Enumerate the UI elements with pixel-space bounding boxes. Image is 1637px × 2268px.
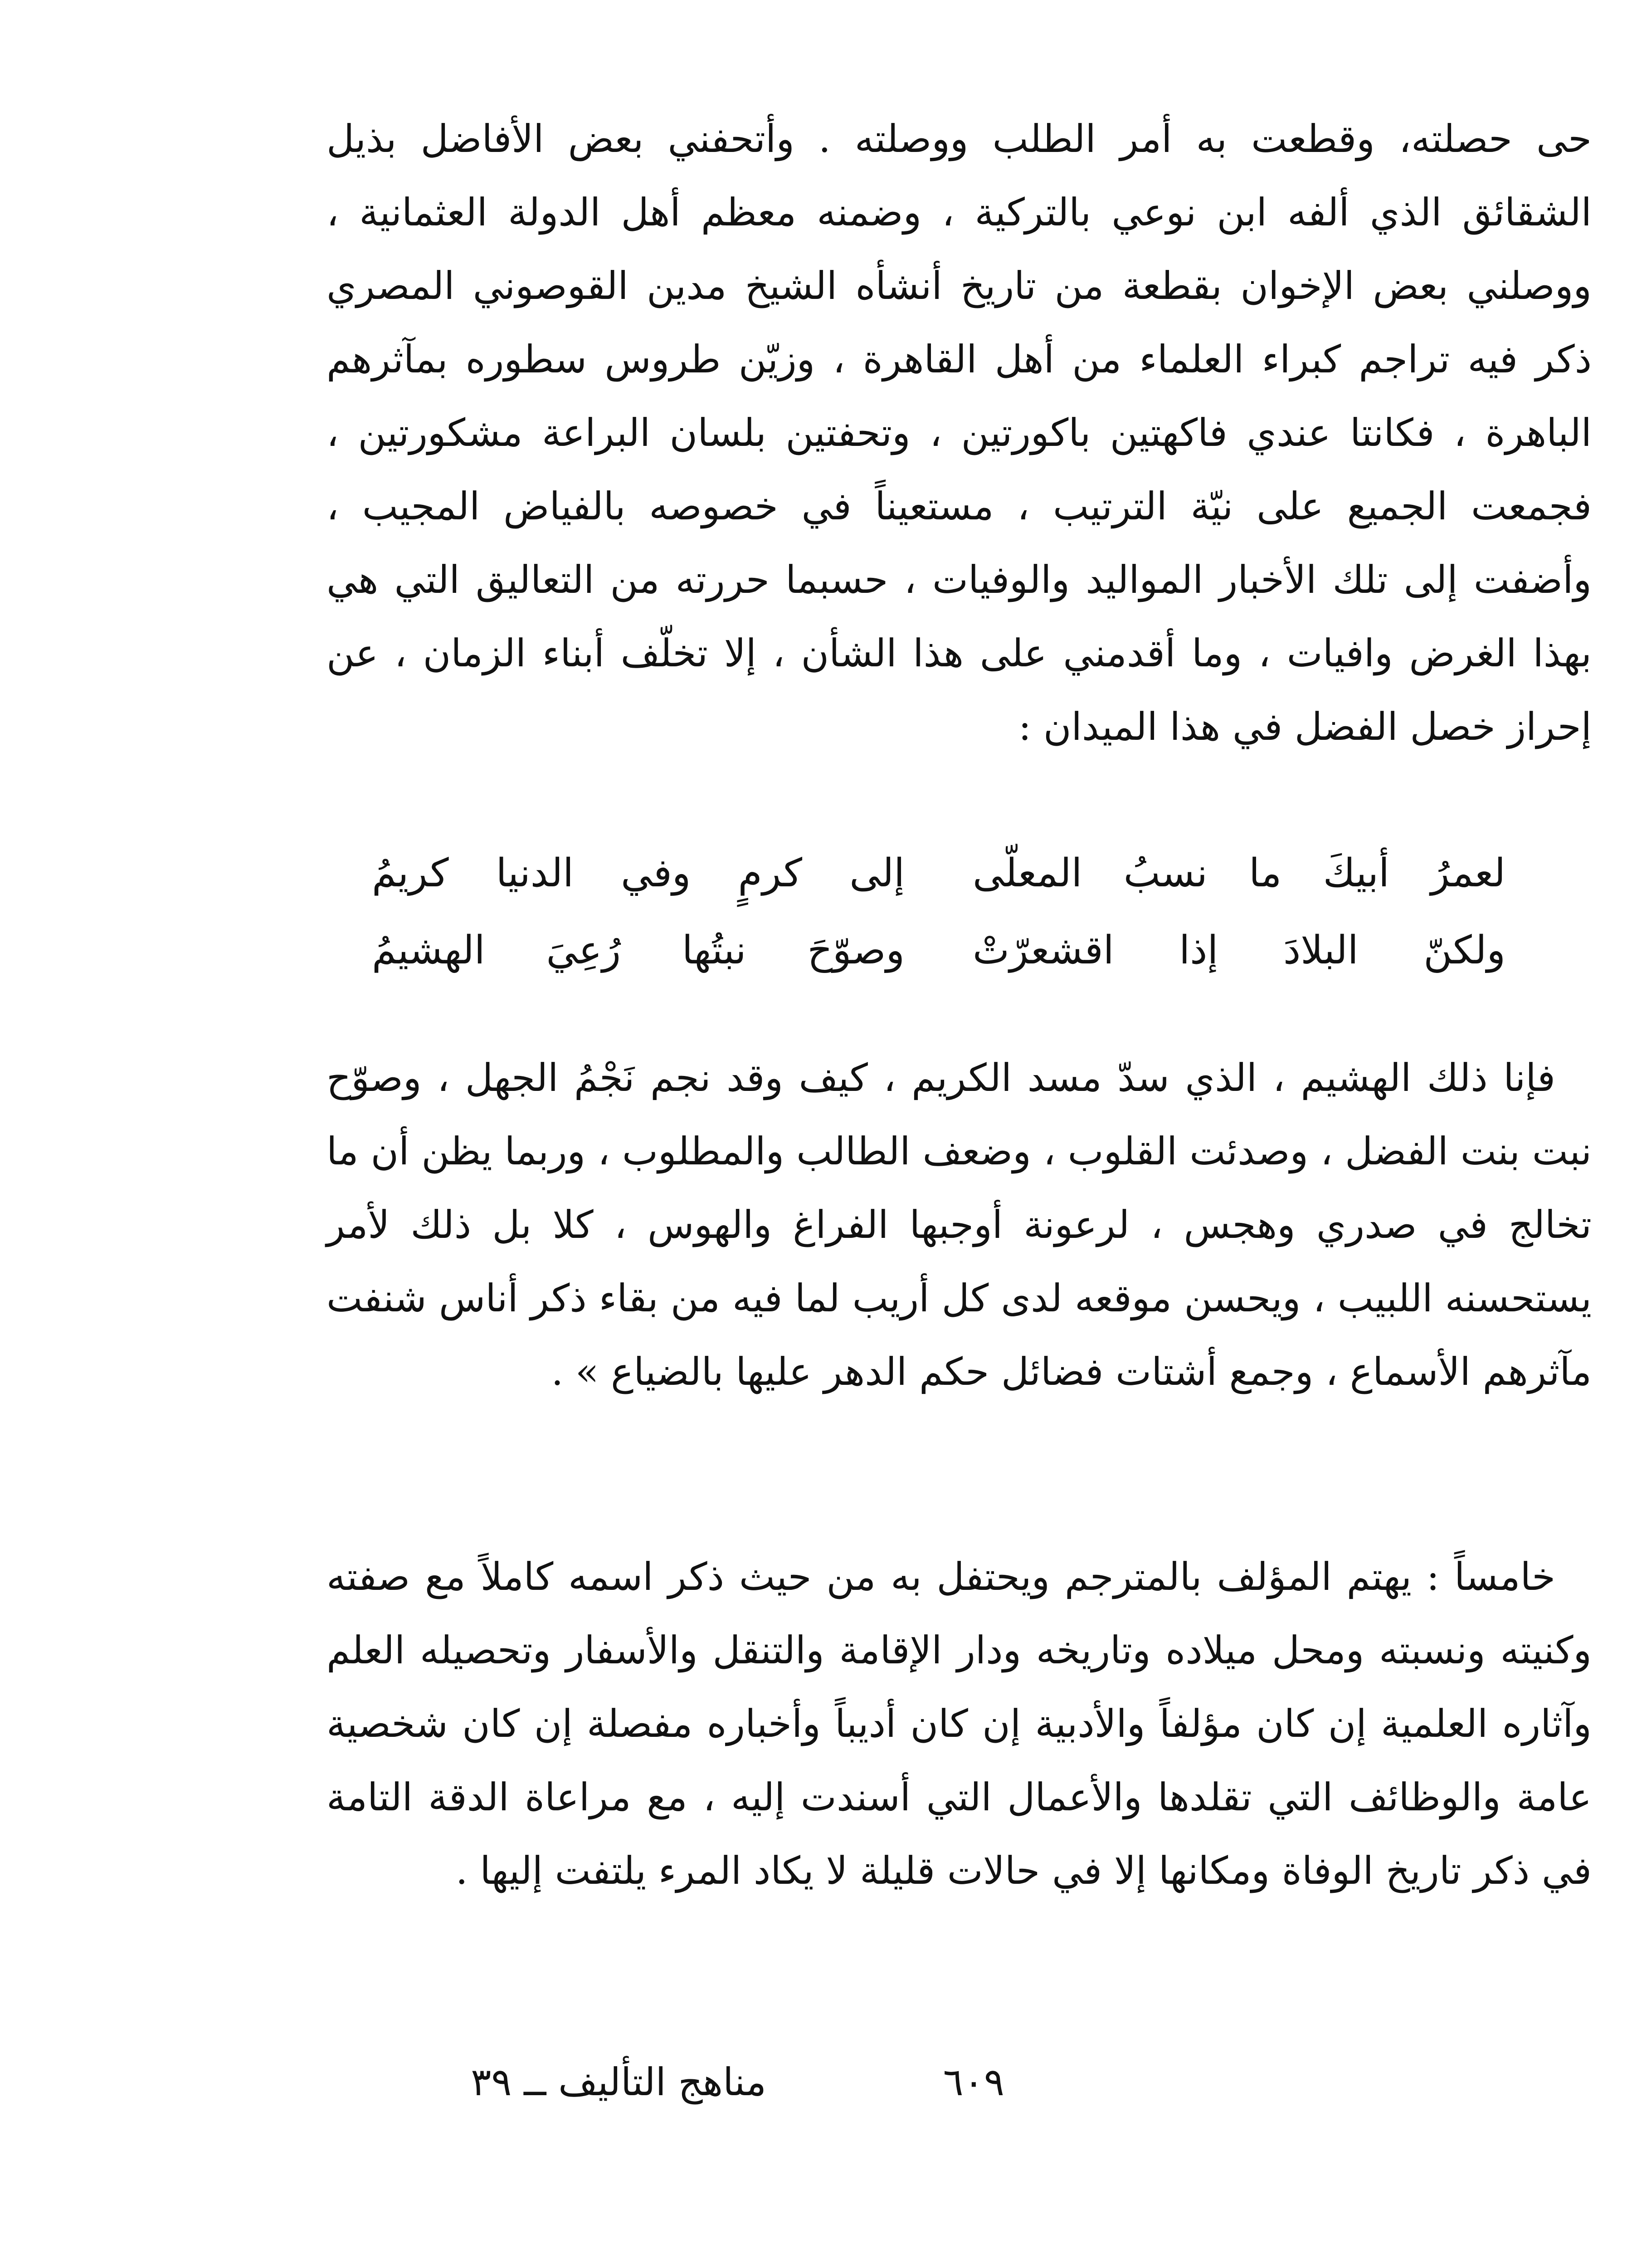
- poem-verse-2: [372, 912, 1505, 989]
- paragraph-3: [326, 1540, 1592, 1907]
- verse-2-second-hemistich: وصوّحَ نبتُها رُعِيَ الهشيمُ: [372, 928, 905, 973]
- page-number: ٦٠٩: [943, 2060, 1004, 2104]
- paragraph-2-text: فإنا ذلك الهشيم ، الذي سدّ مسد الكريم ، كيف وقد نجم نَجْمُ الجهل ، وصوّح نبت بنت الفضل ، وصدئت القلوب ، وضعف الطالب والمطلوب ، وربما يظن أن ما تخالج في صدري وهجس ، لرعونة أوجبها الفراغ والهوس ، كلا بل ذلك لأمر يستحسنه اللبيب ، ويحسن موقعه لدى كل أريب لما فيه من بقاء ذكر أناس شنفت مآثرهم الأسماع ، وجمع أشتات فضائل حكم الدهر عليها بالضياع » .: [326, 1056, 1592, 1394]
- printer-signature: مناهج التأليف ــ ٣٩: [471, 2060, 766, 2104]
- paragraph-3-text: خامساً : يهتم المؤلف بالمترجم ويحتفل به من حيث ذكر اسمه كاملاً مع صفته وكنيته ونسبته ومحل ميلاده وتاريخه ودار الإقامة والتنقل والأسفار وتحصيله العلم وآثاره العلمية إن كان مؤلفاً والأدبية إن كان أديباً وأخباره مفصلة إن كان شخصية عامة والوظائف التي تقلدها والأعمال التي أسندت إليه ، مع مراعاة الدقة التامة في ذكر تاريخ الوفاة ومكانها إلا في حالات قليلة لا يكاد المرء يلتفت إليها .: [326, 1554, 1592, 1893]
- poem-verse-1: [372, 835, 1505, 912]
- poem: [372, 835, 1505, 989]
- paragraph-2: [326, 1041, 1592, 1408]
- paragraph-1-text: حى حصلته، وقطعت به أمر الطلب ووصلته . وأتحفني بعض الأفاضل بذيل الشقائق الذي ألفه ابن نوعي بالتركية ، وضمنه معظم أهل الدولة العثمانية ، ووصلني بعض الإخوان بقطعة من تاريخ أنشأه الشيخ مدين القوصوني المصري ذكر فيه تراجم كبراء العلماء من أهل القاهرة ، وزيّن طروس سطوره بمآثرهم الباهرة ، فكانتا عندي فاكهتين باكورتين ، وتحفتين بلسان البراعة مشكورتين ، فجمعت الجميع على نيّة الترتيب ، مستعيناً في خصوصه بالفياض المجيب ، وأضفت إلى تلك الأخبار المواليد والوفيات ، حسبما حررته من التعاليق التي هي بهذا الغرض وافيات ، وما أقدمني على هذا الشأن ، إلا تخلّف أبناء الزمان ، عن إحراز خصل الفضل في هذا الميدان :: [326, 117, 1592, 749]
- page-footer: [0, 2050, 1637, 2114]
- verse-2-first-hemistich: ولكنّ البلادَ إذا اقشعرّتْ: [973, 928, 1505, 973]
- paragraph-1: [326, 102, 1592, 763]
- verse-1-first-hemistich: لعمرُ أبيكَ ما نسبُ المعلّى: [973, 850, 1505, 896]
- verse-1-second-hemistich: إلى كرمٍ وفي الدنيا كريمُ: [372, 850, 905, 896]
